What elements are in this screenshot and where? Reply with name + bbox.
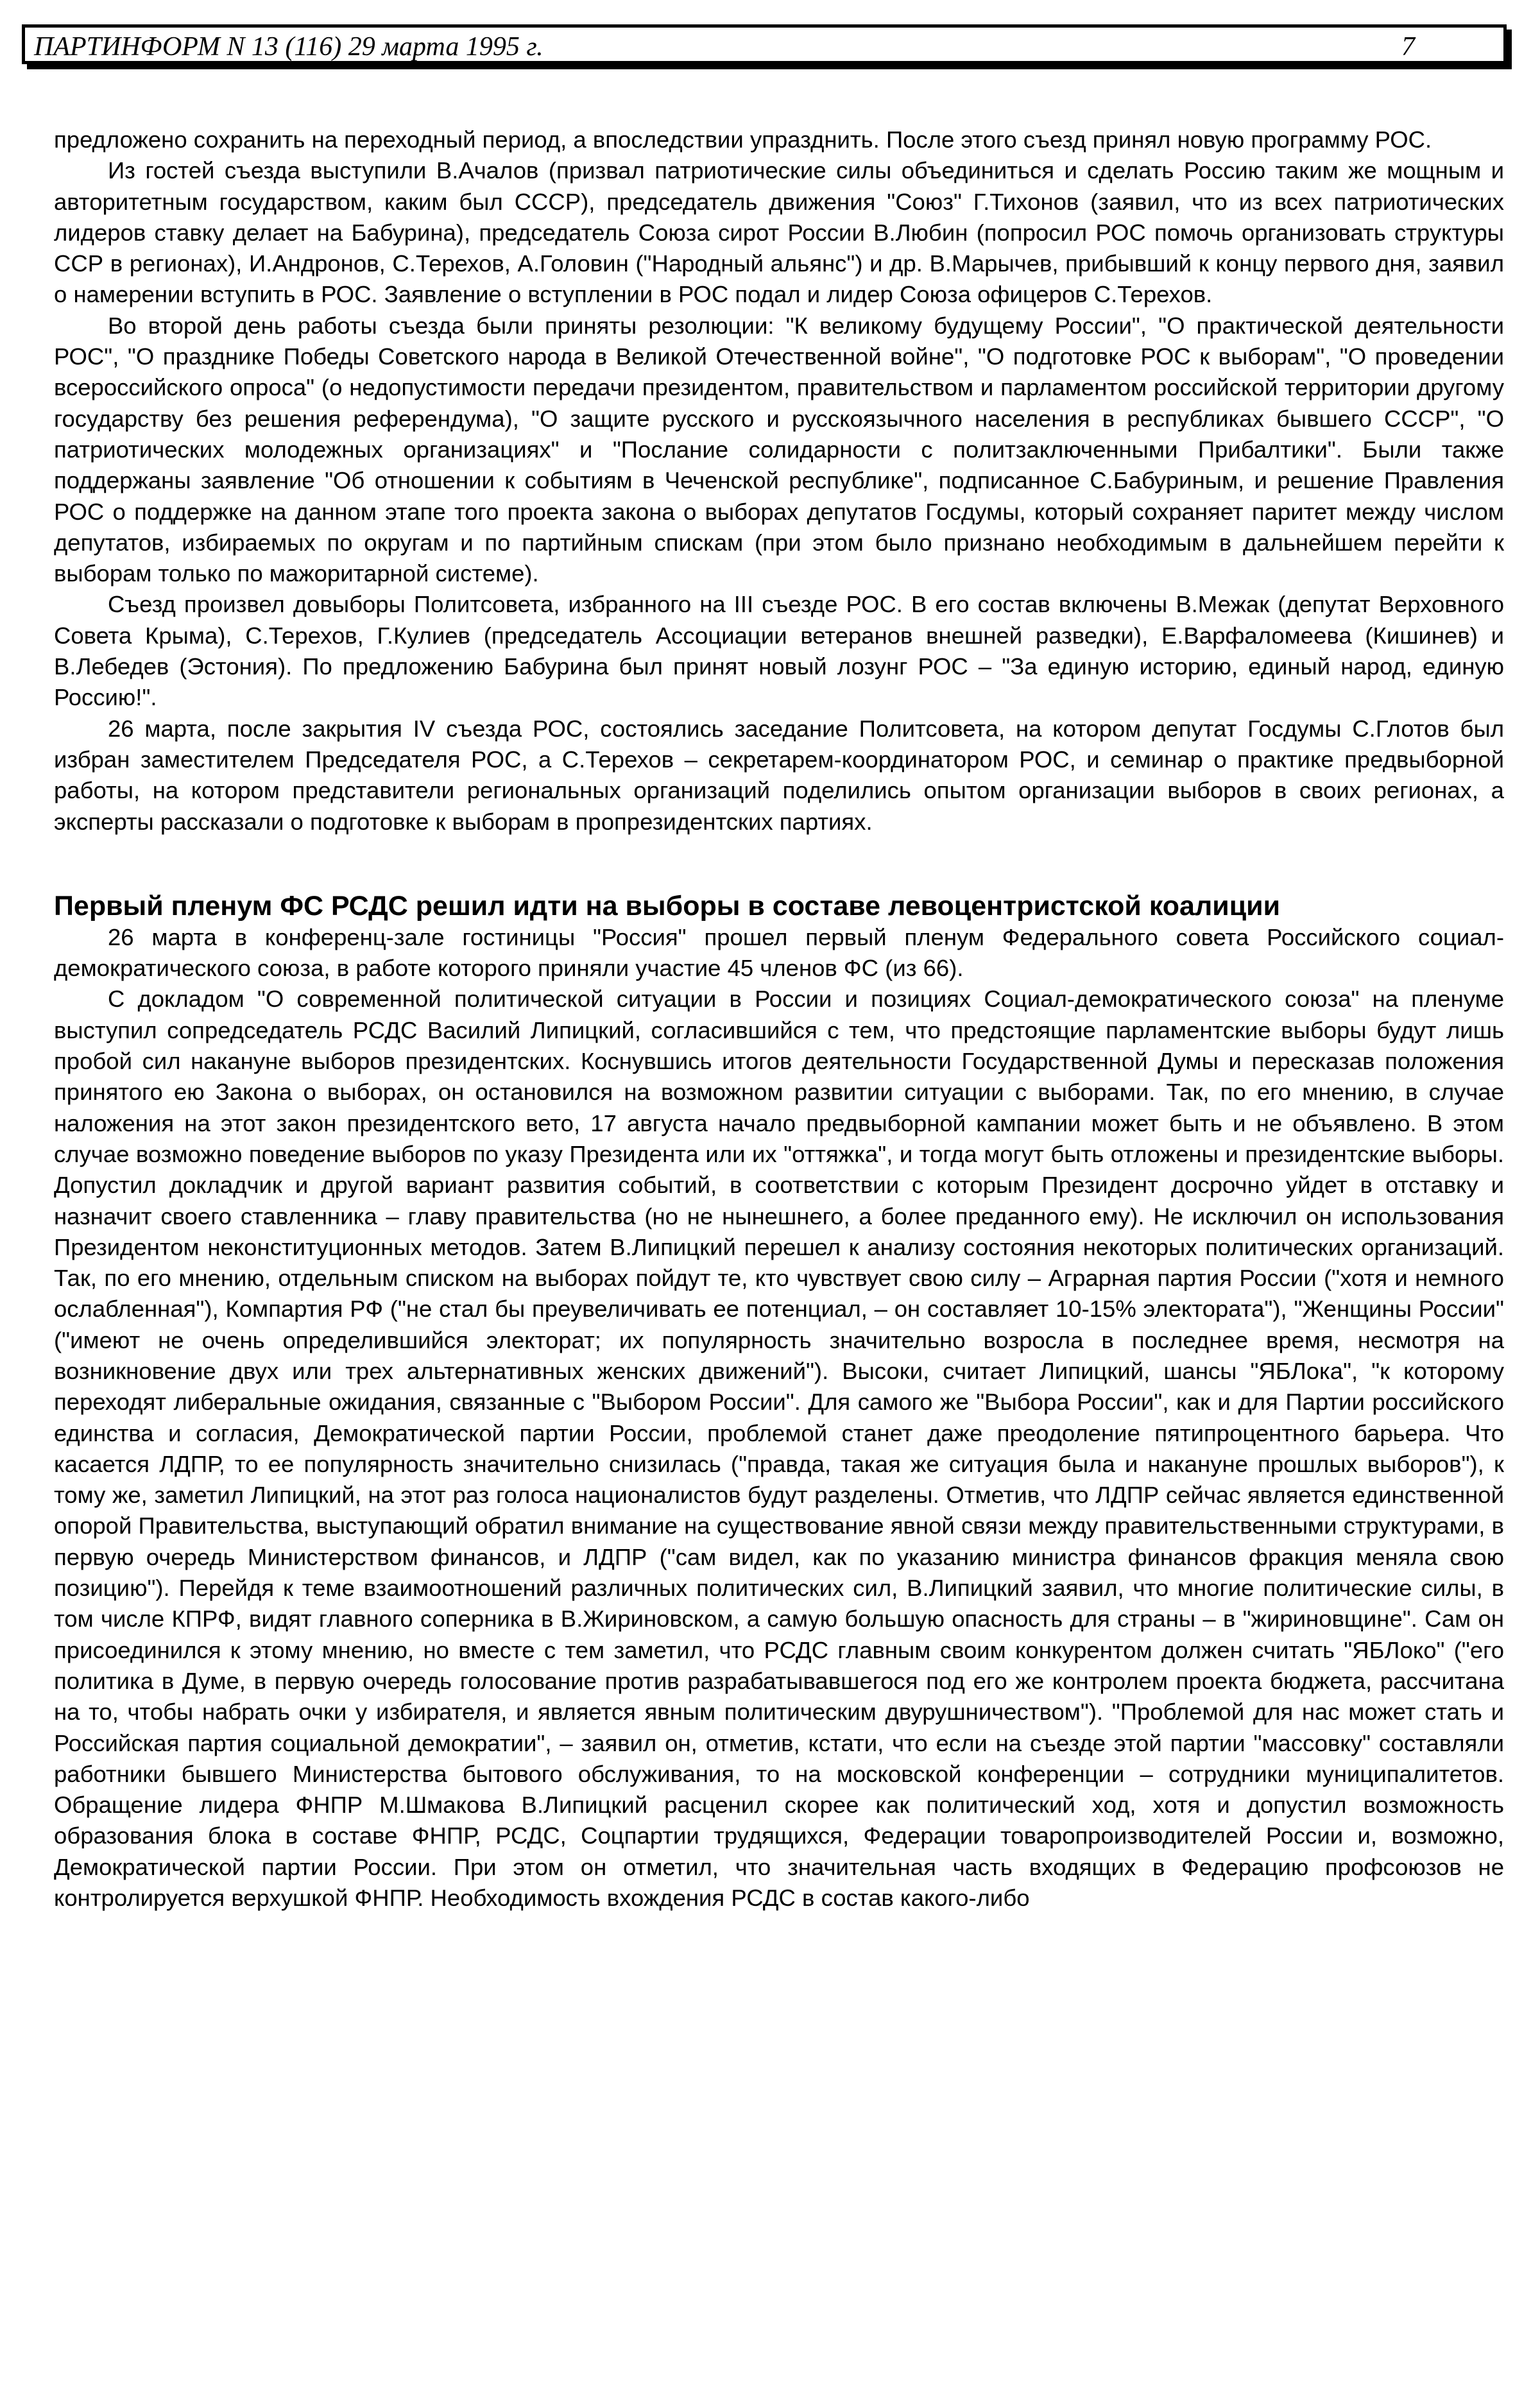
paragraph: Во второй день работы съезда были приняты резолюции: "К великому будущему России", "О практической деятельности РОС", "О празднике Победы Советского народа в Великой Отечественной войне", "О подготовке РОС к выборам", "О проведении всероссийского опроса" (о недопустимости передачи президентом, правительством и парламентом российской территории другому государству без решения референдума), "О защите русского и русскоязычного населения в республиках бывшего СССР", "О патриотических молодежных организациях" и "Послание солидарности с политзаключенными Прибалтики". Были также поддержаны заявление "Об отношении к событиям в Чеченской республике", подписанное С.Бабуриным, и решение Правления РОС о поддержке на данном этапе того проекта закона о выборах депутатов Госдумы, который сохраняет паритет между числом депутатов, избираемых по округам и по партийным спискам (при этом было признано необходимым в дальнейшем перейти к выборам только по мажоритарной системе). xyxy=(54,312,1504,587)
paragraph: предложено сохранить на переходный период, а впоследствии упразднить. После этого съезд принял новую программу РОС. xyxy=(54,126,1432,153)
paragraph: С докладом "О современной политической ситуации в России и позициях Социал-демократического союза" на пленуме выступил сопредседатель РСДС Василий Липицкий, согласившийся с тем, что предстоящие парламентские выборы будут лишь пробой сил накануне выборов президентских. Коснувшись итогов деятельности Государственной Думы и пересказав положения принятого ею Закона о выборах, он остановился на возможном развитии ситуации с выборами. Так, по его мнению, в случае наложения на этот закон президентского вето, 17 августа начало предвыборной кампании может быть и не объявлено. В этом случае возможно поведение выборов по указу Президента или их "оттяжка", и тогда могут быть отложены и президентские выборы. Допустил докладчик и другой вариант развития событий, в соответствии с которым Президент досрочно уйдет в отставку и назначит своего ставленника – главу правительства (но не нынешнего, а более преданного ему). Не исключил он использования Президентом неконституционных методов. Затем В.Липицкий перешел к анализу состояния некоторых политических организаций. Так, по его мнению, отдельным списком на выборах пойдут те, кто чувствует свою силу – Аграрная партия России ("хотя и немного ослабленная"), Компартия РФ ("не стал бы преувеличивать ее потенциал, – он составляет 10-15% электората"), "Женщины России" ("имеют не очень определившийся электорат; их популярность значительно возросла в последнее время, несмотря на возникновение двух или трех альтернативных женских движений"). Высоки, считает Липицкий, шансы "ЯБЛока", "к которому переходят либеральные ожидания, связанные с "Выбором России". Для самого же "Выбора России", как и для Партии российского единства и согласия, Демократической партии России, проблемой станет даже преодоление пятипроцентного барьера. Что касается ЛДПР, то ее популярность значительно снизилась ("правда, такая же ситуация была и накануне прошлых выборов"), к тому же, заметил Липицкий, на этот раз голоса националистов будут разделены. Отметив, что ЛДПР сейчас является единственной опорой Правительства, выступающий обратил внимание на существование явной связи между правительственными структурами, в первую очередь Министерством финансов, и ЛДПР ("сам видел, как по указанию министра финансов фракция меняла свою позицию"). Перейдя к теме взаимоотношений различных политических сил, В.Липицкий заявил, что многие политические силы, в том числе КПРФ, видят главного соперника в В.Жириновском, а самую большую опасность для страны – в "жириновщине". Сам он присоединился к этому мнению, но вместе с тем заметил, что РСДС главным своим конкурентом должен считать "ЯБЛоко" ("его политика в Думе, в первую очередь голосование против разрабатывавшегося под его же контролем проекта бюджета, рассчитана на то, чтобы набрать очки у избирателя, и является явным политическим двурушничеством"). "Проблемой для нас может стать и Российская партия социальной демократии", – заявил он, отметив, кстати, что если на съезде этой партии "массовку" составляли работники бывшего Министерства бытового обслуживания, то на московской конференции – сотрудники муниципалитетов. Обращение лидера ФНПР М.Шмакова В.Липицкий расценил скорее как политический ход, хотя и допустил возможность образования блока в составе ФНПР, РСДС, Соцпартии трудящихся, Федерации товаропроизводителей России и, возможно, Демократической партии России. При этом он отметил, что значительная часть входящих в Федерацию профсоюзов не контролируется верхушкой ФНПР. Необходимость вхождения РСДС в состав какого-либо xyxy=(54,986,1504,1912)
page-number: 7 xyxy=(1401,32,1415,62)
paragraph: Из гостей съезда выступили В.Ачалов (призвал патриотические силы объединиться и сделать Россию таким же мощным и авторитетным государством, каким был СССР), председатель движения "Союз" Г.Тихонов (заявил, что из всех патриотических лидеров ставку делает на Бабурина), председатель Союза сирот России В.Любин (попросил РОС помочь организовать структуры ССР в регионах), И.Андронов, С.Терехов, А.Головин ("Народный альянс") и др. В.Марычев, прибывший к концу первого дня, заявил о намерении вступить в РОС. Заявление о вступлении в РОС подал и лидер Союза офицеров С.Терехов. xyxy=(54,157,1504,308)
paragraph: Съезд произвел довыборы Политсовета, избранного на III съезде РОС. В его состав включены В.Межак (депутат Верховного Совета Крыма), С.Терехов, Г.Кулиев (председатель Ассоциации ветеранов внешней разведки), Е.Варфаломеева (Кишинев) и В.Лебедев (Эстония). По предложению Бабурина был принят новый лозунг РОС – "За единую историю, единый народ, единую Россию!". xyxy=(54,591,1504,711)
section-heading: Первый пленум ФС РСДС решил идти на выборы в составе левоцентристской коалиции xyxy=(54,890,1281,921)
page-header xyxy=(22,24,1507,64)
paragraph: 26 марта, после закрытия IV съезда РОС, состоялись заседание Политсовета, на котором депутат Госдумы С.Глотов был избран заместителем Председателя РОС, а С.Терехов – секретарем-координатором РОС, и семинар о практике предвыборной работы, на котором представители региональных организаций поделились опытом организации выборов в своих регионах, а эксперты рассказали о подготовке к выборам в пропрезидентских партиях. xyxy=(54,715,1504,835)
header-title: ПАРТИНФОРМ N 13 (116) 29 марта 1995 г. xyxy=(34,32,543,62)
paragraph: 26 марта в конференц-зале гостиницы "Россия" прошел первый пленум Федерального совета Российского социал-демократического союза, в работе которого приняли участие 45 членов ФС (из 66). xyxy=(54,923,1504,982)
article-body xyxy=(54,124,1504,1914)
